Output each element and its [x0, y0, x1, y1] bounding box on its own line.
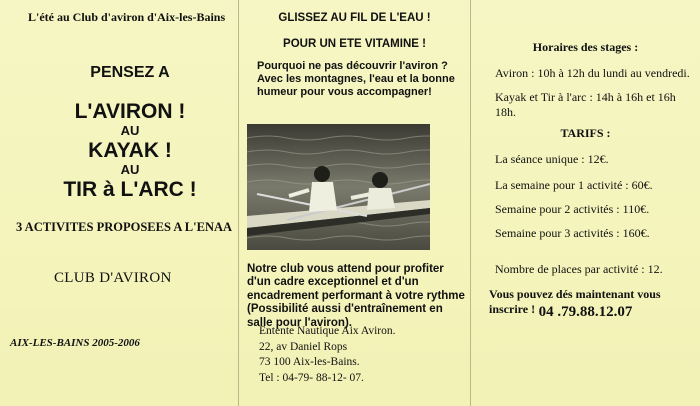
- register-cta: Vous pouvez dés maintenant vous inscrire !: [489, 287, 661, 316]
- register-phone: 04 .79.88.12.07: [538, 304, 633, 320]
- tarif-single: La séance unique : 12€.: [495, 152, 609, 166]
- address-phone: Tel : 04-79- 88-12- 07.: [259, 371, 364, 384]
- tarifs-title: TARIFS :: [560, 126, 611, 140]
- title-aviron: L'AVIRON !: [74, 99, 186, 123]
- schedule-title: Horaires des stages :: [532, 40, 639, 54]
- title-au-1: AU: [120, 122, 140, 138]
- season-footer: AIX-LES-BAINS 2005-2006: [10, 337, 140, 349]
- rowing-photo: [247, 124, 430, 250]
- rowing-photo-art: [247, 124, 430, 250]
- schedule-kayak: Kayak et Tir à l'arc : 14h à 16h et 16h 18h.: [495, 90, 676, 119]
- activities-line: 3 ACTIVITES PROPOSEES A L'ENAA: [16, 220, 233, 234]
- title-kayak: KAYAK !: [88, 138, 172, 162]
- club-name: CLUB D'AVIRON: [54, 270, 172, 286]
- middle-panel: [239, 0, 470, 406]
- main-title: [40, 64, 220, 201]
- schedule-aviron: Aviron : 10h à 12h du lundi au vendredi.: [495, 66, 690, 80]
- promo-text: Notre club vous attend pour profiter d'un cadre exceptionnel et d'un encadrement performant à votre rythme (Possibilité aussi d'entraînement en salle pour l'aviron).: [247, 263, 465, 329]
- left-header: L'été au Club d'aviron d'Aix-les-Bains: [28, 10, 226, 24]
- middle-title-1: GLISSEZ AU FIL DE L'EAU !: [278, 12, 431, 24]
- tarif-week-1: La semaine pour 1 activité : 60€.: [495, 178, 653, 192]
- tarif-week-2: Semaine pour 2 activités : 110€.: [495, 202, 650, 216]
- tarif-week-3: Semaine pour 3 activités : 160€.: [495, 226, 650, 240]
- address-line: 73 100 Aix-les-Bains.: [259, 356, 360, 369]
- intro-text: Pourquoi ne pas découvrir l'aviron ? Avec les montagnes, l'eau et la bonne humeur pour vous accompagner!: [257, 60, 455, 99]
- title-au-2: AU: [120, 162, 140, 178]
- address-line: 22, av Daniel Rops: [259, 340, 348, 353]
- address-block: [259, 324, 459, 386]
- address-line: Entente Nautique Aix Aviron.: [259, 325, 396, 337]
- places-count: Nombre de places par activité : 12.: [495, 262, 663, 276]
- left-panel: [0, 0, 238, 406]
- title-tir-arc: TIR à L'ARC !: [63, 178, 197, 202]
- right-panel: [471, 0, 700, 406]
- title-pensez: PENSEZ A: [90, 64, 170, 81]
- middle-title-2: POUR UN ETE VITAMINE !: [283, 38, 426, 50]
